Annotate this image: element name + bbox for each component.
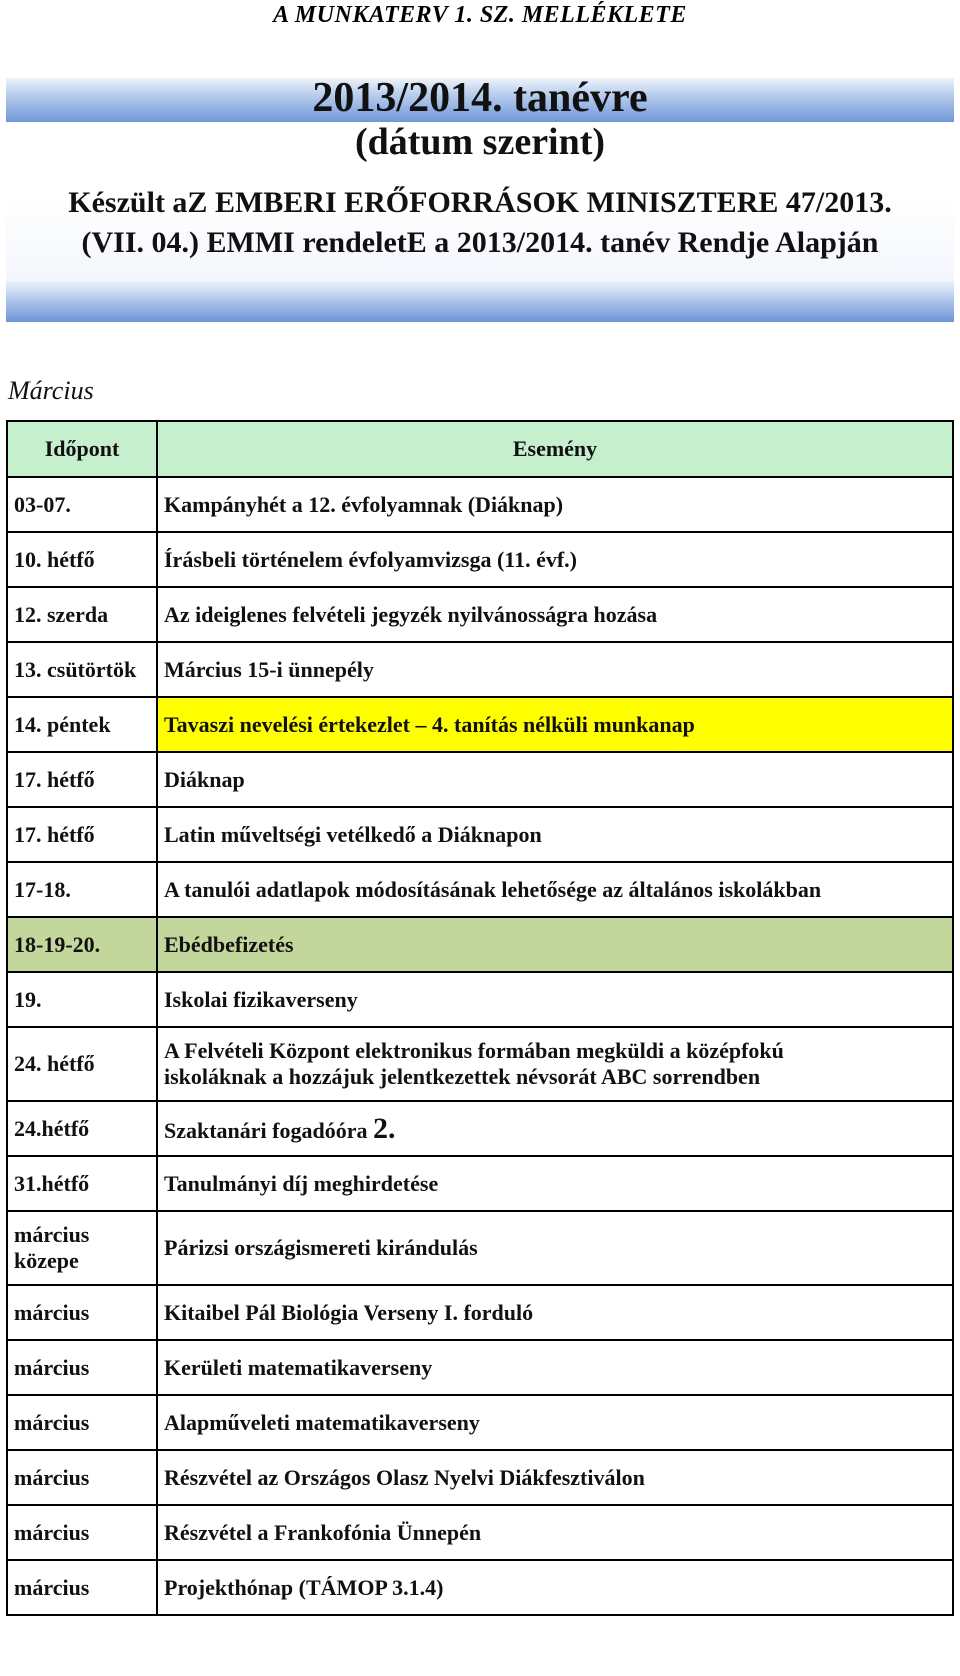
banner-bottom-gradient [6,282,954,322]
table-row [7,1027,953,1101]
school-year-title: 2013/2014. tanévre [312,75,648,121]
row-event: Március 15-i ünnepély [157,642,953,697]
row-date: március [7,1560,157,1615]
table-row [7,532,953,587]
row-date: 14. péntek [7,697,157,752]
table-row [7,1340,953,1395]
row-date: 17. hétfő [7,752,157,807]
row-event: Kerületi matematikaverseny [157,1340,953,1395]
document-heading: A MUNKATERV 1. SZ. MELLÉKLETE [273,2,687,28]
row-event: Az ideiglenes felvételi jegyzék nyilvánosságra hozása [157,587,953,642]
row-event: Latin műveltségi vetélkedő a Diáknapon [157,807,953,862]
table-row [7,1211,953,1285]
table-row [7,642,953,697]
table-row [7,807,953,862]
table-row [7,862,953,917]
row-date: 12. szerda [7,587,157,642]
row-date: március [7,1505,157,1560]
events-table [6,420,954,1616]
row-event-line-1: A Felvételi Központ elektronikus formában megküldi a középfokú [164,1038,784,1063]
column-header-event: Esemény [157,421,953,477]
table-row [7,1450,953,1505]
row-event-number: 2. [373,1111,396,1145]
row-event [157,1027,953,1101]
table-row [7,1395,953,1450]
row-date: 10. hétfő [7,532,157,587]
row-date: március [7,1340,157,1395]
table-row-highlighted [7,917,953,972]
row-event: Párizsi országismereti kirándulás [157,1211,953,1285]
table-row [7,477,953,532]
table-row [7,1156,953,1211]
table-row [7,972,953,1027]
table-row [7,1101,953,1156]
row-event: Kitaibel Pál Biológia Verseny I. forduló [157,1285,953,1340]
row-date: március [7,1285,157,1340]
row-event: Részvétel az Országos Olasz Nyelvi Diákfesztiválon [157,1450,953,1505]
banner-decree-line-2: (VII. 04.) EMMI rendeletE a 2013/2014. tanév Rendje Alapján [81,226,879,259]
row-event: Részvétel a Frankofónia Ünnepén [157,1505,953,1560]
table-row-highlighted [7,697,953,752]
row-event: Iskolai fizikaverseny [157,972,953,1027]
month-heading: Március [8,376,94,405]
table-row [7,1560,953,1615]
row-date: március [7,1450,157,1505]
row-date: 31.hétfő [7,1156,157,1211]
table-header-row [7,421,953,477]
row-date: 24. hétfő [7,1027,157,1101]
banner-subtitle: (dátum szerint) [354,121,606,163]
row-event [157,1101,953,1156]
row-event: Projekthónap (TÁMOP 3.1.4) [157,1560,953,1615]
row-event: A tanulói adatlapok módosításának lehetősége az általános iskolákban [157,862,953,917]
row-event: Ebédbefizetés [157,917,953,972]
table-row [7,752,953,807]
row-date [7,1211,157,1285]
row-event: Írásbeli történelem évfolyamvizsga (11. évf.) [157,532,953,587]
row-date: 24.hétfő [7,1101,157,1156]
row-date: 17-18. [7,862,157,917]
row-event: Kampányhét a 12. évfolyamnak (Diáknap) [157,477,953,532]
row-date: 19. [7,972,157,1027]
banner-decree-line-1: Készült aZ EMBERI ERŐFORRÁSOK MINISZTERE 47/2013. [68,186,892,219]
row-date-line-2: közepe [14,1248,79,1273]
row-date: 03-07. [7,477,157,532]
table-row [7,1505,953,1560]
row-date: 13. csütörtök [7,642,157,697]
row-event: Tavaszi nevelési értekezlet – 4. tanítás nélküli munkanap [157,697,953,752]
row-event-line-2: iskoláknak a hozzájuk jelentkezettek névsorát ABC sorrendben [164,1064,761,1089]
row-date-line-1: március [14,1222,90,1247]
column-header-date: Időpont [7,421,157,477]
row-event: Alapműveleti matematikaverseny [157,1395,953,1450]
row-event: Diáknap [157,752,953,807]
row-event: Tanulmányi díj meghirdetése [157,1156,953,1211]
row-date: 18-19-20. [7,917,157,972]
row-date: március [7,1395,157,1450]
table-row [7,587,953,642]
row-date: 17. hétfő [7,807,157,862]
row-event-text: Szaktanári fogadóóra [164,1117,368,1143]
table-row [7,1285,953,1340]
